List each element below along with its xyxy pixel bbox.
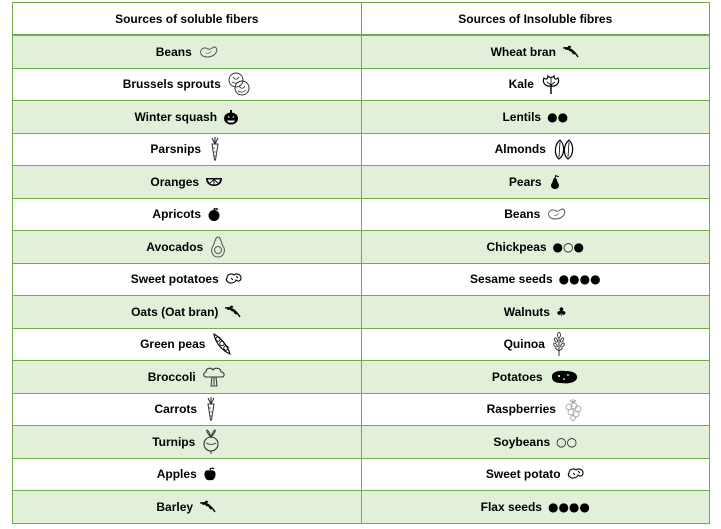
soluble-cell: [13, 458, 362, 491]
cell-content: [134, 109, 239, 125]
insoluble-cell: [361, 458, 710, 491]
insoluble-cell: [361, 328, 710, 361]
insoluble-cell: [361, 491, 710, 524]
cell-content: [495, 138, 576, 160]
cell-content: [146, 235, 227, 259]
chickpeas-icon: ●○●: [552, 239, 584, 254]
cell-content: [123, 71, 251, 97]
food-label: Potatoes: [491, 369, 543, 384]
insoluble-cell: [361, 231, 710, 264]
header-insoluble: Sources of Insoluble fibres: [361, 3, 710, 36]
table-row: [13, 393, 710, 426]
carrot-icon: [207, 136, 223, 162]
cell-content: [486, 467, 585, 481]
insoluble-cell: [361, 166, 710, 199]
table-row: [13, 263, 710, 296]
food-label: Parsnips: [150, 142, 202, 157]
broccoli-icon: [202, 366, 226, 388]
food-label: Carrots: [154, 402, 198, 417]
cell-content: [131, 305, 242, 319]
insoluble-cell: [361, 426, 710, 459]
food-label: Apricots: [152, 207, 202, 222]
food-label: Oats (Oat bran): [131, 304, 219, 319]
sesame-seeds-icon: ●●●●: [558, 272, 601, 287]
apricot-icon: [207, 207, 221, 221]
brussels-sprouts-icon: [227, 71, 251, 97]
cell-content: [150, 175, 223, 189]
food-label: Wheat bran: [490, 44, 556, 59]
bean-icon: [546, 207, 566, 221]
table-row: [13, 166, 710, 199]
soluble-cell: [13, 133, 362, 166]
table-body: [13, 35, 710, 523]
food-label: Raspberries: [486, 402, 556, 417]
food-label: Lentils: [502, 109, 542, 124]
food-label: Chickpeas: [486, 239, 547, 254]
food-label: Barley: [156, 499, 194, 514]
food-label: Oranges: [150, 174, 200, 189]
soluble-cell: [13, 68, 362, 101]
insoluble-cell: [361, 198, 710, 231]
soluble-cell: [13, 166, 362, 199]
bean-icon: [198, 45, 218, 59]
soybeans-icon: ○○: [556, 434, 578, 449]
soluble-cell: [13, 198, 362, 231]
quinoa-icon: [551, 331, 567, 357]
cell-content: [504, 331, 567, 357]
header-row: [13, 3, 710, 36]
table-row: [13, 491, 710, 524]
food-label: Sesame seeds: [469, 272, 553, 287]
table-row: [13, 296, 710, 329]
insoluble-cell: [361, 68, 710, 101]
kale-icon: [540, 73, 562, 95]
raspberry-icon: [562, 397, 584, 421]
food-label: Beans: [155, 44, 192, 59]
apple-icon: [203, 466, 217, 482]
food-label: Flax seeds: [480, 499, 542, 514]
soluble-cell: [13, 296, 362, 329]
cell-content: [487, 397, 584, 421]
table-row: [13, 426, 710, 459]
insoluble-cell: [361, 133, 710, 166]
insoluble-cell: [361, 263, 710, 296]
food-label: Kale: [508, 77, 534, 92]
food-label: Brussels sprouts: [122, 77, 221, 92]
wheat-icon: [199, 500, 217, 514]
avocado-icon: [209, 235, 227, 259]
food-label: Sweet potato: [485, 467, 561, 482]
table-row: [13, 68, 710, 101]
insoluble-cell: [361, 296, 710, 329]
pea-pod-icon: [211, 331, 233, 357]
potato-icon: [549, 369, 579, 385]
soluble-cell: [13, 101, 362, 134]
cell-content: [157, 466, 217, 482]
orange-slice-icon: [205, 177, 223, 187]
food-label: Green peas: [140, 337, 206, 352]
cell-content: [487, 240, 584, 254]
table-row: [13, 361, 710, 394]
cell-content: [493, 435, 577, 449]
pear-icon: [548, 174, 562, 190]
cell-content: [154, 396, 219, 422]
soluble-cell: [13, 35, 362, 68]
carrot-icon: [203, 396, 219, 422]
insoluble-cell: [361, 35, 710, 68]
table-row: [13, 231, 710, 264]
soluble-cell: [13, 393, 362, 426]
wheat-icon: [562, 45, 580, 59]
food-label: Turnips: [152, 434, 196, 449]
food-label: Sweet potatoes: [130, 272, 219, 287]
header-soluble: Sources of soluble fibers: [13, 3, 362, 36]
table-row: [13, 328, 710, 361]
lentils-icon: ●●: [547, 109, 569, 124]
cell-content: [152, 429, 221, 455]
cell-content: [504, 207, 566, 221]
cell-content: [492, 369, 579, 385]
turnip-icon: [201, 429, 221, 455]
soluble-cell: [13, 426, 362, 459]
food-label: Soybeans: [493, 434, 551, 449]
cell-content: [504, 305, 567, 319]
walnut-icon: ♣: [555, 304, 567, 319]
almonds-icon: [552, 138, 576, 160]
cell-content: [152, 207, 221, 221]
flax-seeds-icon: ●●●●: [547, 499, 590, 514]
cell-content: [481, 500, 590, 514]
insoluble-cell: [361, 361, 710, 394]
cell-content: [491, 45, 580, 59]
food-label: Walnuts: [503, 304, 550, 319]
cell-content: [509, 174, 562, 190]
cell-content: [140, 331, 233, 357]
cell-content: [148, 366, 226, 388]
food-label: Almonds: [494, 142, 546, 157]
insoluble-cell: [361, 393, 710, 426]
cell-content: [470, 272, 601, 286]
cell-content: [156, 500, 217, 514]
cell-content: [156, 45, 218, 59]
soluble-cell: [13, 263, 362, 296]
food-label: Avocados: [146, 239, 204, 254]
food-label: Pears: [508, 174, 542, 189]
food-label: Broccoli: [147, 369, 196, 384]
food-label: Winter squash: [134, 109, 218, 124]
table-row: [13, 101, 710, 134]
cell-content: [131, 272, 243, 286]
wheat-icon: [224, 305, 242, 319]
sweet-potato-icon: [567, 467, 585, 481]
sweet-potato-icon: [225, 272, 243, 286]
table-row: [13, 133, 710, 166]
food-label: Beans: [504, 207, 541, 222]
cell-content: [150, 136, 223, 162]
cell-content: [509, 73, 562, 95]
cell-content: [502, 110, 568, 124]
soluble-cell: [13, 328, 362, 361]
food-label: Quinoa: [503, 337, 545, 352]
food-label: Apples: [156, 467, 197, 482]
fiber-sources-table: [12, 2, 710, 524]
soluble-cell: [13, 361, 362, 394]
pumpkin-icon: [223, 109, 239, 125]
insoluble-cell: [361, 101, 710, 134]
table-row: [13, 198, 710, 231]
soluble-cell: [13, 231, 362, 264]
soluble-cell: [13, 491, 362, 524]
table-row: [13, 458, 710, 491]
table-row: [13, 35, 710, 68]
